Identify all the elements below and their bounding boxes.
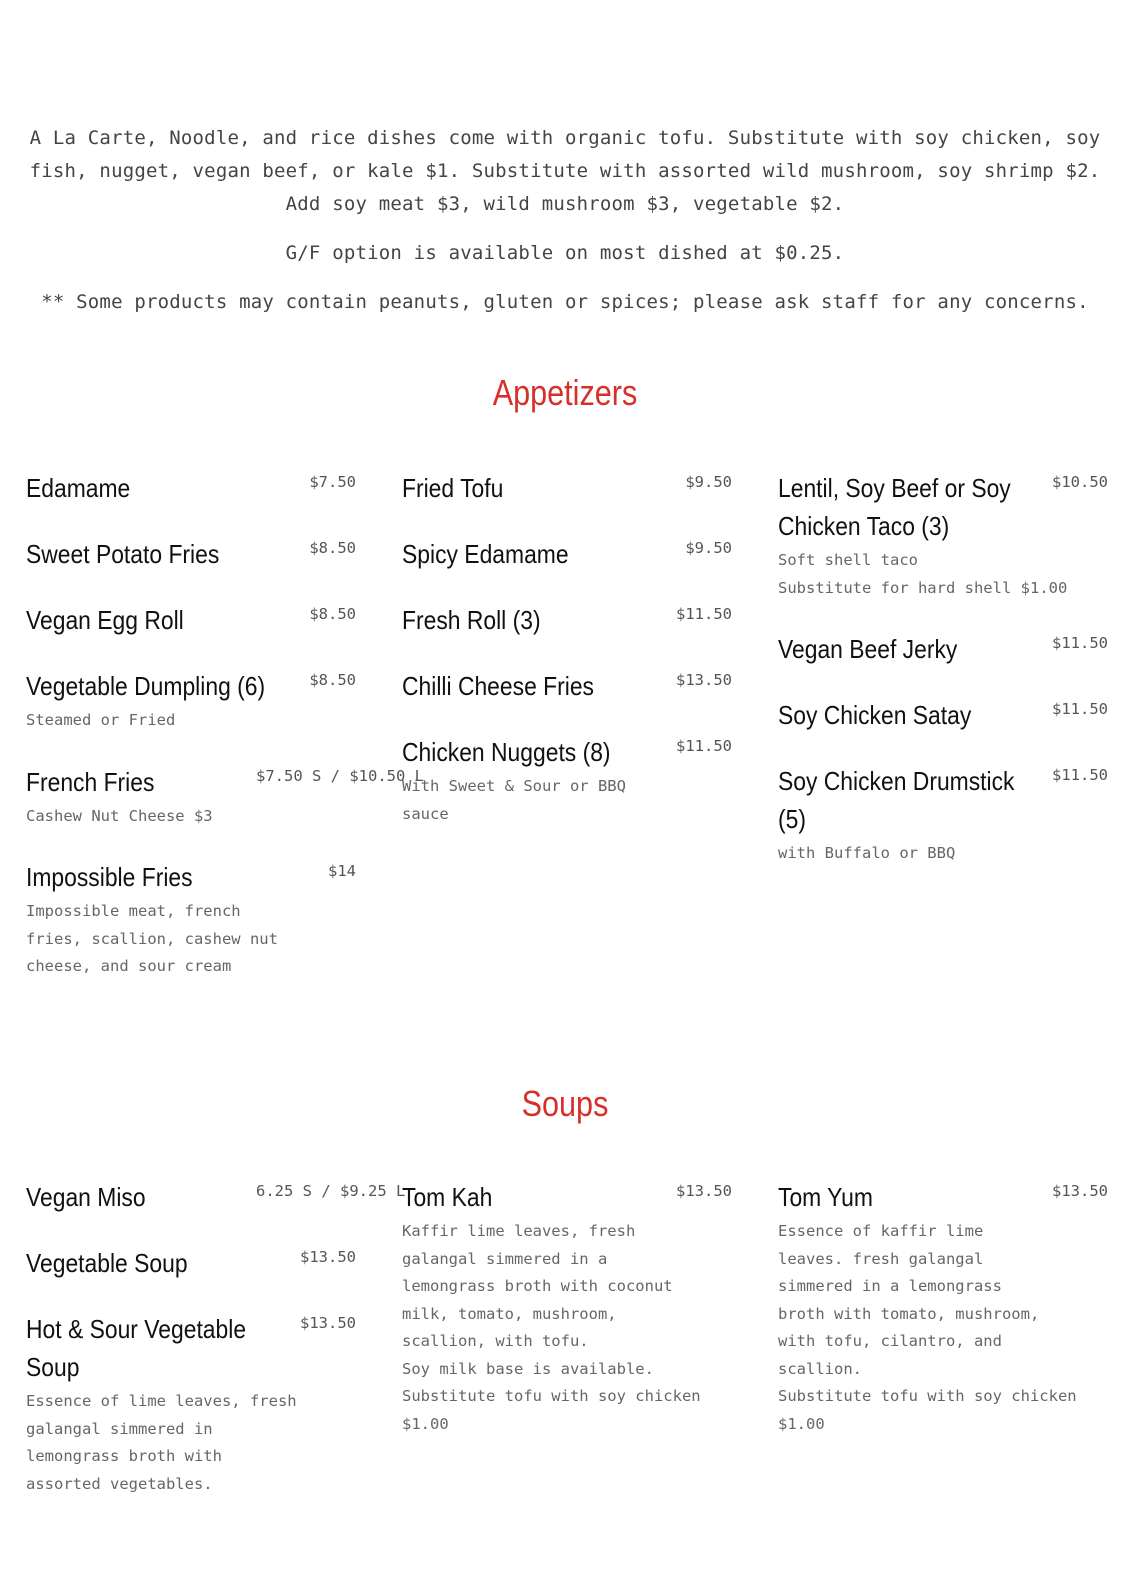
item-name: Chilli Cheese Fries — [402, 671, 595, 701]
item-price: $13.50 — [676, 671, 732, 689]
item-price: $8.50 — [309, 539, 356, 557]
item-name: Vegan Miso — [26, 1182, 146, 1212]
item-price: $11.50 — [676, 605, 732, 623]
item-description: with Buffalo or BBQ — [778, 844, 956, 862]
item-price: $8.50 — [309, 605, 356, 623]
appetizers-column-1 — [26, 469, 424, 1009]
item-name: Lentil, Soy Beef or Soy Chicken Taco (3) — [778, 473, 1011, 541]
allergy-note: ** Some products may contain peanuts, gluten or spices; please ask staff for any concerns. — [41, 291, 1089, 313]
item-price: $11.50 — [676, 737, 732, 755]
menu-notes — [20, 122, 1110, 335]
item-name: Chicken Nuggets (8) — [402, 737, 611, 767]
item-price: $13.50 — [300, 1248, 356, 1266]
menu-item-tom-yum — [778, 1178, 1108, 1438]
appetizers-title: Appetizers — [492, 372, 638, 413]
item-name: Vegan Egg Roll — [26, 605, 184, 635]
menu-item-impossible-fries — [26, 858, 356, 981]
item-description: Essence of lime leaves, fresh galangal simmered in lemongrass broth with assorted vegetables. — [26, 1392, 297, 1493]
menu-item-taco — [778, 469, 1108, 602]
menu-item-edamame — [26, 469, 356, 507]
soups-title: Soups — [521, 1083, 609, 1124]
item-name: Tom Yum — [778, 1182, 873, 1212]
item-description: With Sweet & Sour or BBQ sauce — [402, 777, 626, 823]
item-name: Impossible Fries — [26, 862, 193, 892]
item-price: $11.50 — [1052, 766, 1108, 784]
item-price: $7.50 — [309, 473, 356, 491]
item-price: $14 — [328, 862, 356, 880]
item-description: Cashew Nut Cheese $3 — [26, 806, 213, 825]
gluten-free-note: G/F option is available on most dished at $0.25. — [285, 242, 845, 264]
item-price: $11.50 — [1052, 700, 1108, 718]
item-name: Edamame — [26, 473, 131, 503]
item-name: Soy Chicken Drumstick (5) — [778, 766, 1015, 834]
menu-item-fried-tofu — [402, 469, 732, 507]
substitution-note: A La Carte, Noodle, and rice dishes come with organic tofu. Substitute with soy chicken, soy fish, nugget, vegan beef, or kale $1. Substitute with assorted wild mushroom, soy shrimp $2. Add soy meat $3, wild mushroom $3, vegetable $2. — [29, 127, 1101, 215]
item-price: $9.50 — [685, 473, 732, 491]
item-description: Kaffir lime leaves, fresh galangal simmered in a lemongrass broth with coconut milk, tomato, mushroom, scallion, with tofu. Soy milk base is available. Substitute tofu with soy chicken $1.00 — [402, 1222, 701, 1433]
appetizers-column-2 — [402, 469, 732, 856]
menu-item-vegetable-soup — [26, 1244, 356, 1282]
item-price: $8.50 — [309, 671, 356, 689]
item-price: $13.50 — [676, 1182, 732, 1200]
item-name: French Fries — [26, 766, 155, 797]
item-name: Spicy Edamame — [402, 539, 569, 569]
menu-item-hot-sour-vegetable-soup — [26, 1310, 356, 1498]
soups-column-3 — [778, 1178, 1108, 1466]
menu-item-tom-kah — [402, 1178, 732, 1438]
item-name: Fried Tofu — [402, 473, 504, 503]
menu-item-soy-chicken-satay — [778, 696, 1108, 734]
soups-column-2 — [402, 1178, 732, 1466]
item-price: $13.50 — [300, 1314, 356, 1332]
item-description: Essence of kaffir lime leaves. fresh galangal simmered in a lemongrass broth with tomato, mushroom, with tofu, cilantro, and scallion. Substitute tofu with soy chicken $1.00 — [778, 1222, 1077, 1433]
item-description: Impossible meat, french fries, scallion, cashew nut cheese, and sour cream — [26, 902, 278, 975]
appetizers-column-3 — [778, 469, 1108, 896]
menu-item-vegan-miso — [26, 1178, 406, 1216]
item-price: $9.50 — [685, 539, 732, 557]
menu-item-spicy-edamame — [402, 535, 732, 573]
item-name: Fresh Roll (3) — [402, 605, 541, 635]
menu-item-fresh-roll — [402, 601, 732, 639]
item-name: Sweet Potato Fries — [26, 539, 220, 569]
item-description: Steamed or Fried — [26, 711, 176, 729]
menu-item-vegan-egg-roll — [26, 601, 356, 639]
item-description: Soft shell taco Substitute for hard shell $1.00 — [778, 551, 1068, 597]
item-price: $10.50 — [1052, 473, 1108, 491]
menu-item-french-fries — [26, 763, 424, 831]
item-name: Hot & Sour Vegetable Soup — [26, 1314, 247, 1382]
item-name: Soy Chicken Satay — [778, 700, 972, 730]
item-name: Vegetable Soup — [26, 1248, 188, 1278]
item-price: $13.50 — [1052, 1182, 1108, 1200]
item-name: Vegetable Dumpling (6) — [26, 671, 266, 701]
item-price: $11.50 — [1052, 634, 1108, 652]
menu-item-chilli-cheese-fries — [402, 667, 732, 705]
menu-item-sweet-potato-fries — [26, 535, 356, 573]
item-price: 6.25 S / $9.25 L — [256, 1182, 406, 1200]
menu-item-soy-chicken-drumstick — [778, 762, 1108, 868]
menu-item-vegetable-dumpling — [26, 667, 356, 735]
menu-item-vegan-beef-jerky — [778, 630, 1108, 668]
menu-item-chicken-nuggets — [402, 733, 732, 828]
item-name: Vegan Beef Jerky — [778, 634, 958, 664]
soups-column-1 — [26, 1178, 406, 1526]
item-price: $7.50 S / $10.50 L — [256, 766, 424, 785]
item-name: Tom Kah — [402, 1182, 493, 1212]
